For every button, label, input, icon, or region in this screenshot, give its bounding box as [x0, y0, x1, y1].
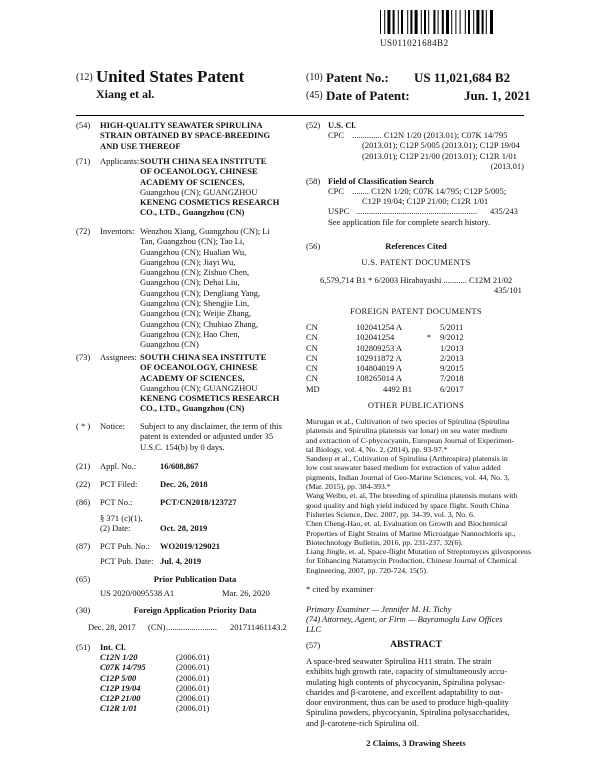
foreign-docs-table	[306, 322, 464, 394]
inventor-line: Guangzhou (CN); Dehai Liu,	[140, 277, 240, 288]
doc-star	[418, 363, 440, 373]
abstract-line: mulating high contents of phycocyanin, Spirulina polysac-	[306, 676, 506, 687]
s371-label: § 371 (c)(1),	[100, 513, 143, 523]
title-line: HIGH-QUALITY SEAWATER SPIRULINA	[100, 120, 263, 130]
cpc-line: (2013.01); C12P 5/005 (2013.01); C12P 19/04	[362, 140, 520, 151]
patent-date: Jun. 1, 2021	[464, 88, 531, 103]
other-pubs-block	[306, 417, 531, 575]
foreign-doc-row	[306, 332, 464, 342]
doc-date: 6/2017	[440, 383, 464, 394]
cpc-line: (2013.01); C12P 21/00 (2013.01); C12R 1/01	[362, 150, 517, 161]
doc-country: CN	[306, 342, 318, 353]
field-cpc-line: C12P 19/04; C12P 21/00; C12R 1/01	[362, 196, 489, 207]
notice-line: Subject to any disclaimer, the term of this	[140, 421, 282, 431]
abstract-line: charides and β-carotene, and excellent adaptability to out-	[306, 686, 503, 697]
header-divider	[76, 115, 524, 116]
foreign-number: 201711461143.2	[230, 622, 287, 632]
assignee-line: Guangzhou (CN); GUANGZHOU	[140, 382, 258, 393]
pct-no-code: (86)	[76, 497, 91, 507]
other-pub-line: platensis and Spirulina platensis var lonar) on sea water medium	[306, 426, 508, 436]
s371-date-label: (2) Date:	[100, 523, 131, 533]
inventors-block	[140, 226, 270, 350]
attorney-line: LLC	[306, 624, 322, 634]
pct-pub-code: (87)	[76, 541, 91, 551]
field-cpc-block	[352, 186, 524, 207]
notice-line: patent is extended or adjusted under 35	[140, 431, 274, 442]
other-pubs-heading: OTHER PUBLICATIONS	[367, 400, 465, 410]
doc-country: CN	[306, 332, 318, 343]
doc-star: *	[426, 332, 432, 343]
inventors-label: Inventors:	[100, 226, 135, 236]
doc-country: CN	[306, 352, 318, 363]
other-pub-line: good quality and high yield induced by space flight. South China	[306, 500, 509, 510]
applicant-line: Guangzhou (CN); GUANGZHOU	[140, 186, 258, 197]
pct-pub-no-label: PCT Pub. No.:	[100, 541, 150, 551]
doc-star	[418, 373, 440, 383]
inventor-line: Guangzhou (CN); Zishuo Chen,	[140, 267, 250, 278]
intcl-version: (2006.01)	[176, 672, 210, 683]
assignee-line: OF OCEANOLOGY, CHINESE	[140, 362, 258, 373]
intcl-row	[100, 662, 209, 672]
pct-no-label: PCT No.:	[100, 497, 133, 507]
appl-number: 16/608,867	[160, 461, 199, 471]
pct-pub-number: WO2019/129021	[160, 541, 220, 551]
claims-summary: 2 Claims, 3 Drawing Sheets	[366, 738, 466, 748]
attorney-line: (74) Attorney, Agent, or Firm — Bayramoglu Law Offices	[306, 614, 503, 624]
applicants-block	[140, 156, 279, 218]
other-pub-line: Wang Weibu, et. al, The breeding of spirulina platensis mutans with	[306, 491, 518, 501]
field-code: (58)	[306, 176, 321, 186]
intcl-version: (2006.01)	[176, 652, 210, 662]
title-line: AND USE THEREOF	[100, 140, 181, 151]
cpc-block	[352, 130, 524, 171]
doc-date: 9/2012	[440, 332, 464, 343]
abstract-line: exhibits high growth rate, capacity of simultaneously accu-	[306, 666, 508, 677]
intcl-row	[100, 703, 209, 713]
other-pub-line: and extraction of C-phycocyanin, European Journal of Experimen-	[306, 435, 515, 445]
assignees-block	[140, 352, 279, 414]
doc-star	[418, 322, 440, 332]
foreign-doc-row	[306, 384, 464, 394]
foreign-heading: Foreign Application Priority Data	[133, 605, 257, 615]
abstract-code: (57)	[306, 640, 321, 650]
foreign-date: Dec. 28, 2017	[88, 622, 136, 632]
intcl-row	[100, 693, 209, 703]
other-pub-line: Properties of Eight Strains of Marine Microalgae Nannochloris sp.,	[306, 528, 516, 538]
document-type: United States Patent	[96, 67, 245, 86]
inventor-line: Tan, Guangzhou (CN); Tao Li,	[140, 236, 245, 247]
assignee-line: KENENG COSMETICS RESEARCH	[140, 393, 280, 404]
doc-date: 5/2011	[440, 322, 464, 332]
abstract-body	[306, 656, 526, 728]
country-code: (12)	[76, 72, 93, 83]
us-doc-line: 435/101	[494, 285, 522, 295]
patent-number: US 11,021,684 B2	[414, 70, 511, 85]
cpc-label: CPC	[328, 130, 345, 140]
intcl-table	[100, 652, 209, 714]
s371-date: Oct. 28, 2019	[160, 523, 208, 533]
applicant-line: OF OCEANOLOGY, CHINESE	[140, 166, 258, 177]
see-application: See application file for complete search history.	[328, 217, 491, 227]
other-pub-line: Fisheries Science, Dec. 2007, pp. 34-39, vol. 3, No. 6.	[306, 509, 475, 519]
other-pub-line: (Mar. 2015), pp. 384-393.*	[306, 482, 391, 492]
intcl-class: C12R 1/01	[100, 703, 138, 714]
other-pub-line: Biotechnology Bulletin, 2016, pp. 231-237, 32(6).	[306, 537, 463, 547]
field-heading: Field of Classification Search	[328, 176, 434, 186]
intcl-version: (2006.01)	[176, 682, 210, 693]
notice-code: ( * )	[76, 421, 91, 431]
pct-number: PCT/CN2018/123727	[160, 497, 237, 507]
other-pub-line: Chen Cheng-Hao, et. al, Evaluation on Growth and Biochemical	[306, 519, 508, 529]
doc-country: MD	[306, 383, 320, 394]
other-pub-line: pigments, Indian Journal of Geo-Marine Sciences, vol. 44, No. 3,	[306, 472, 510, 482]
assignees-label: Assignees:	[100, 352, 137, 362]
inventor-line: Guangzhou (CN); Jiayi Wu,	[140, 256, 236, 267]
abstract-line: A space-bred seawater Spirulina H11 strain. The strain	[306, 656, 492, 666]
appl-label: Appl. No.:	[100, 461, 137, 471]
inventor-line: Guangzhou (CN); Hualian Wu,	[140, 246, 247, 257]
inventor-line: Guangzhou (CN); Chubiao Zhang,	[140, 318, 259, 329]
refs-heading: References Cited	[385, 241, 447, 251]
applicant-line: KENENG COSMETICS RESEARCH	[140, 197, 280, 208]
other-pub-line: low cost seawater based medium for extraction of value added	[306, 463, 501, 473]
assignee-line: CO., LTD., Guangzhou (CN)	[140, 403, 245, 414]
intcl-version: (2006.01)	[176, 662, 210, 673]
doc-star	[418, 343, 440, 353]
assignee-line: SOUTH CHINA SEA INSTITUTE	[140, 352, 267, 362]
us-doc-line: 6,579,714 B1 * 6/2003 Hirabayashi ........... C12M 21/02	[320, 275, 513, 285]
uspc-label: USPC	[328, 206, 350, 216]
intcl-heading: Int. Cl.	[100, 642, 126, 652]
other-pub-line: Engineering, 2007, pp. 720-724, 15(5).	[306, 565, 428, 575]
doc-number: 104804019 A	[356, 363, 403, 374]
abstract-heading: ABSTRACT	[390, 640, 442, 650]
notice-label: Notice:	[100, 421, 126, 431]
prior-pub-date: Mar. 26, 2020	[222, 588, 270, 598]
assignee-line: ACADEMY OF SCIENCES,	[140, 372, 245, 383]
other-pub-line: Sandeep et al., Cultivation of Spirulina (Arthrospira) platensis in	[306, 454, 508, 464]
uspc-value: 435/243	[490, 206, 518, 216]
inventor-line: Guangzhou (CN); Weijie Zhang,	[140, 308, 252, 319]
foreign-doc-row	[306, 363, 464, 373]
pct-filed-date: Dec. 26, 2018	[160, 479, 208, 489]
field-cpc-line: ........ C12N 1/20; C07K 14/795; C12P 5/005;	[352, 186, 507, 196]
inventor-short: Xiang et al.	[96, 87, 155, 101]
doc-country: CN	[306, 363, 318, 374]
other-pub-line: Murugan et al., Cultivation of two species of Spirulina (Spirulina	[306, 417, 510, 426]
title-code: (54)	[76, 120, 91, 130]
foreign-doc-row	[306, 373, 464, 383]
pct-filed-code: (22)	[76, 479, 91, 489]
doc-number: 102911872 A	[356, 352, 402, 363]
field-cpc-label: CPC	[328, 186, 345, 196]
doc-number: 4492 B1	[382, 383, 412, 394]
foreign-dots: ........................	[166, 622, 217, 632]
foreign-doc-row	[306, 353, 464, 363]
barcode-icon	[380, 10, 530, 34]
foreign-doc-row	[306, 322, 464, 332]
intcl-code: (51)	[76, 642, 91, 652]
uscl-code: (52)	[306, 120, 321, 130]
doc-date: 1/2013	[440, 342, 464, 353]
intcl-class: C12P 5/00	[100, 672, 137, 683]
uspc-dots: .........................................................	[356, 206, 478, 216]
inventor-line: Guangzhou (CN); Hao Chen,	[140, 328, 240, 339]
abstract-line: and β-carotene-rich Spirulina oil.	[306, 717, 419, 728]
publication-number: US011021684B2	[380, 38, 449, 48]
doc-date: 2/2013	[440, 352, 464, 363]
pct-pub-date-label: PCT Pub. Date:	[100, 556, 154, 566]
abstract-line: Spirulina powders, phycocyanin, Spirulina polysaccharides,	[306, 707, 510, 718]
intcl-class: C12P 21/00	[100, 693, 141, 704]
intcl-class: C12N 1/20	[100, 652, 138, 662]
patent-no-code: (10)	[306, 72, 323, 83]
applicant-line: SOUTH CHINA SEA INSTITUTE	[140, 156, 267, 166]
inventor-line: Guangzhou (CN); Shengjie Lin,	[140, 298, 250, 309]
doc-number: 102809253 A	[356, 342, 403, 353]
pct-filed-label: PCT Filed:	[100, 479, 138, 489]
uscl-heading: U.S. Cl.	[328, 120, 356, 130]
intcl-class: C12P 19/04	[100, 682, 141, 693]
doc-date: 7/2018	[440, 373, 464, 384]
foreign-docs-heading: FOREIGN PATENT DOCUMENTS	[350, 306, 482, 316]
doc-number: 102041254	[356, 332, 395, 343]
other-pub-line: Liang Jingle, et. al, Space-flight Mutation of Streptomyces gilvosporeus	[306, 547, 531, 557]
invention-title	[100, 120, 270, 151]
prior-pub-number: US 2020/0095538 A1	[100, 588, 175, 598]
inventors-code: (72)	[76, 226, 91, 236]
notice-block	[140, 421, 282, 452]
cpc-line: .............. C12N 1/20 (2013.01); C07K 14/795	[352, 130, 508, 140]
inventor-line: Wenzhou Xiang, Guangzhou (CN); Li	[140, 226, 270, 236]
doc-number: 108265014 A	[356, 373, 403, 384]
inventor-line: Guangzhou (CN); Dengliang Yang,	[140, 287, 261, 298]
doc-star	[418, 384, 440, 394]
abstract-line: door environment, thus can be used to produce high-quality	[306, 697, 509, 708]
intcl-version: (2006.01)	[176, 693, 210, 704]
title-line: STRAIN OBTAINED BY SPACE-BREEDING	[100, 130, 271, 141]
doc-country: CN	[306, 373, 318, 384]
doc-number: 102041254 A	[356, 322, 403, 332]
foreign-doc-row	[306, 343, 464, 353]
other-pub-line: for Enhancing Natamycin Production, Chinese Journal of Chemical	[306, 556, 517, 566]
intcl-row	[100, 673, 209, 683]
us-docs-heading: U.S. PATENT DOCUMENTS	[361, 257, 471, 267]
intcl-row	[100, 652, 209, 662]
doc-date: 9/2015	[440, 363, 464, 374]
applicants-code: (71)	[76, 156, 91, 166]
date-label: Date of Patent:	[326, 88, 410, 103]
inventor-line: Guangzhou (CN)	[140, 339, 199, 350]
applicants-label: Applicants:	[100, 156, 140, 166]
date-code: (45)	[306, 90, 323, 101]
cited-by-examiner: * cited by examiner	[306, 584, 374, 594]
other-pub-line: tal Biology, vol. 4, No. 2, (2014), pp. 93-97.*	[306, 444, 448, 454]
pct-pub-date: Jul. 4, 2019	[160, 556, 202, 566]
intcl-row	[100, 683, 209, 693]
intcl-version: (2006.01)	[176, 703, 210, 714]
patent-no-label: Patent No.:	[326, 70, 389, 85]
doc-star	[418, 353, 440, 363]
refs-code: (56)	[306, 241, 321, 251]
foreign-country: (CN)	[148, 622, 166, 632]
doc-country: CN	[306, 322, 318, 332]
foreign-code: (30)	[76, 605, 91, 615]
prior-heading: Prior Publication Data	[153, 574, 237, 584]
intcl-class: C07K 14/795	[100, 662, 146, 673]
primary-examiner: Primary Examiner — Jennifer M. H. Tichy	[306, 604, 452, 614]
applicant-line: CO., LTD., Guangzhou (CN)	[140, 207, 245, 218]
cpc-line: (2013.01)	[490, 160, 524, 171]
applicant-line: ACADEMY OF SCIENCES,	[140, 176, 245, 187]
appl-code: (21)	[76, 461, 91, 471]
notice-line: U.S.C. 154(b) by 0 days.	[140, 441, 225, 452]
prior-code: (65)	[76, 574, 91, 584]
assignees-code: (73)	[76, 352, 91, 362]
